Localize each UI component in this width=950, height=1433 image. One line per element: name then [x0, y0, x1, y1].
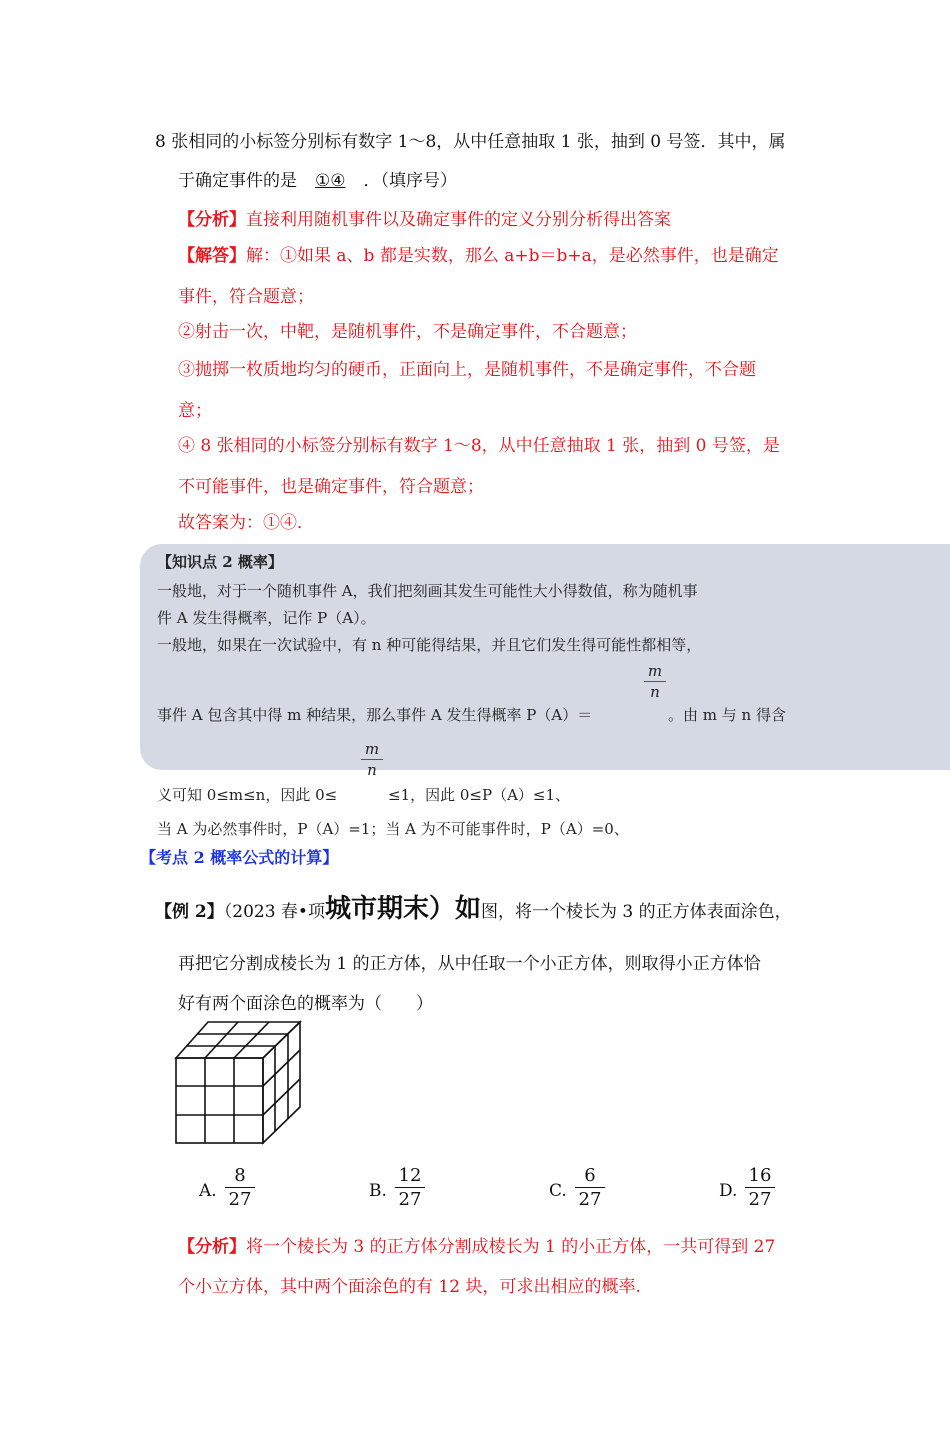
knowledge-line5a: 义可知 0≤m≤n，因此 0≤	[157, 786, 338, 804]
choice-c-fraction	[575, 1165, 605, 1210]
knowledge-line3: 一般地，如果在一次试验中，有 n 种可能得结果，并且它们发生得可能性都相等，	[157, 636, 702, 654]
solution1-line7: 不可能事件，也是确定事件，符合题意；	[178, 477, 484, 497]
analysis1	[178, 205, 671, 230]
choice-c-label: C.	[549, 1181, 567, 1201]
choice-d-label: D.	[719, 1181, 738, 1201]
analysis1-tag: 【分析】	[178, 210, 246, 230]
knowledge-line4b: 。由 m 与 n 得含	[668, 706, 786, 724]
knowledge-fraction-1	[644, 662, 666, 701]
choice-d-fraction	[745, 1165, 775, 1210]
cube-figure	[170, 1015, 310, 1150]
knowledge-fraction-1-num: m	[644, 662, 666, 682]
example2-line2: 再把它分割成棱长为 1 的正方体，从中任取一个小正方体，则取得小正方体恰	[178, 954, 761, 974]
choice-numerator: 6	[575, 1165, 605, 1188]
example2-line1	[155, 893, 792, 928]
analysis2-line1	[178, 1232, 775, 1257]
example2-line3: 好有两个面涂色的概率为（ ）	[178, 994, 433, 1014]
knowledge-box	[140, 544, 950, 770]
solution1-line1-text: 解：①如果 a、b 都是实数，那么 a+b＝b+a，是必然事件，也是确定	[246, 246, 779, 266]
choice-denominator: 27	[398, 1189, 422, 1210]
knowledge-line6: 当 A 为必然事件时，P（A）=1；当 A 为不可能事件时，P（A）=0、	[157, 820, 629, 838]
solution1-line5: 意；	[178, 401, 212, 421]
analysis2-line1-text: 将一个棱长为 3 的正方体分割成棱长为 1 的小正方体，一共可得到 27	[246, 1237, 776, 1257]
analysis2-line2: 个小立方体，其中两个面涂色的有 12 块，可求出相应的概率.	[178, 1277, 641, 1297]
knowledge-fraction-2	[361, 740, 383, 779]
q1-line1: 8 张相同的小标签分别标有数字 1～8，从中任意抽取 1 张，抽到 0 号签．其中，属	[155, 132, 786, 152]
choice-a-label: A.	[199, 1181, 217, 1201]
solution1-tag: 【解答】	[178, 246, 246, 266]
example2-source1: （2023 春•项	[223, 902, 325, 922]
q1-answer: ①④	[315, 171, 346, 191]
solution1-line6: ④ 8 张相同的小标签分别标有数字 1～8，从中任意抽取 1 张，抽到 0 号签，是	[178, 436, 780, 456]
solution1-line4: ③抛掷一枚质地均匀的硬币，正面向上，是随机事件，不是确定事件，不合题	[178, 360, 756, 380]
choice-a-fraction	[225, 1165, 255, 1210]
analysis2-tag: 【分析】	[178, 1237, 246, 1257]
choice-b-label: B.	[369, 1181, 387, 1201]
knowledge-fraction-2-num: m	[361, 740, 383, 760]
choice-numerator: 16	[745, 1165, 775, 1188]
choice-denominator: 27	[748, 1189, 772, 1210]
choice-numerator: 12	[395, 1165, 425, 1188]
solution1-line2: 事件，符合题意；	[178, 287, 314, 307]
example2-tag: 【例 2】	[155, 902, 224, 922]
solution1-line1	[178, 241, 779, 266]
choice-numerator: 8	[225, 1165, 255, 1188]
kaodian-heading: 【考点 2 概率公式的计算】	[140, 848, 339, 867]
choice-denominator: 27	[578, 1189, 602, 1210]
choice-denominator: 27	[228, 1189, 252, 1210]
solution1-line8: 故答案为：①④．	[178, 513, 314, 533]
q1-line2-suffix: ．（填序号）	[363, 171, 457, 191]
example2-rest: 图，将一个棱长为 3 的正方体表面涂色，	[480, 902, 792, 922]
knowledge-fraction-1-den: n	[650, 683, 660, 701]
knowledge-line1: 一般地，对于一个随机事件 A，我们把刻画其发生可能性大小得数值，称为随机事	[157, 582, 698, 600]
q1-line2-prefix: 于确定事件的是	[178, 171, 297, 191]
knowledge-line5b: ≤1，因此 0≤P（A）≤1、	[388, 786, 571, 804]
knowledge-title: 【知识点 2 概率】	[157, 553, 283, 571]
solution1-line3: ②射击一次，中靶，是随机事件，不是确定事件，不合题意；	[178, 322, 637, 342]
knowledge-line2: 件 A 发生得概率，记作 P（A）。	[157, 609, 376, 627]
knowledge-line4a: 事件 A 包含其中得 m 种结果，那么事件 A 发生得概率 P（A）＝	[157, 706, 593, 724]
q1-line2	[178, 166, 457, 191]
example2-source2: 城市期末）如	[324, 894, 481, 924]
choice-b-fraction	[395, 1165, 425, 1210]
knowledge-fraction-2-den: n	[367, 761, 377, 779]
analysis1-text: 直接利用随机事件以及确定事件的定义分别分析得出答案	[246, 210, 671, 230]
